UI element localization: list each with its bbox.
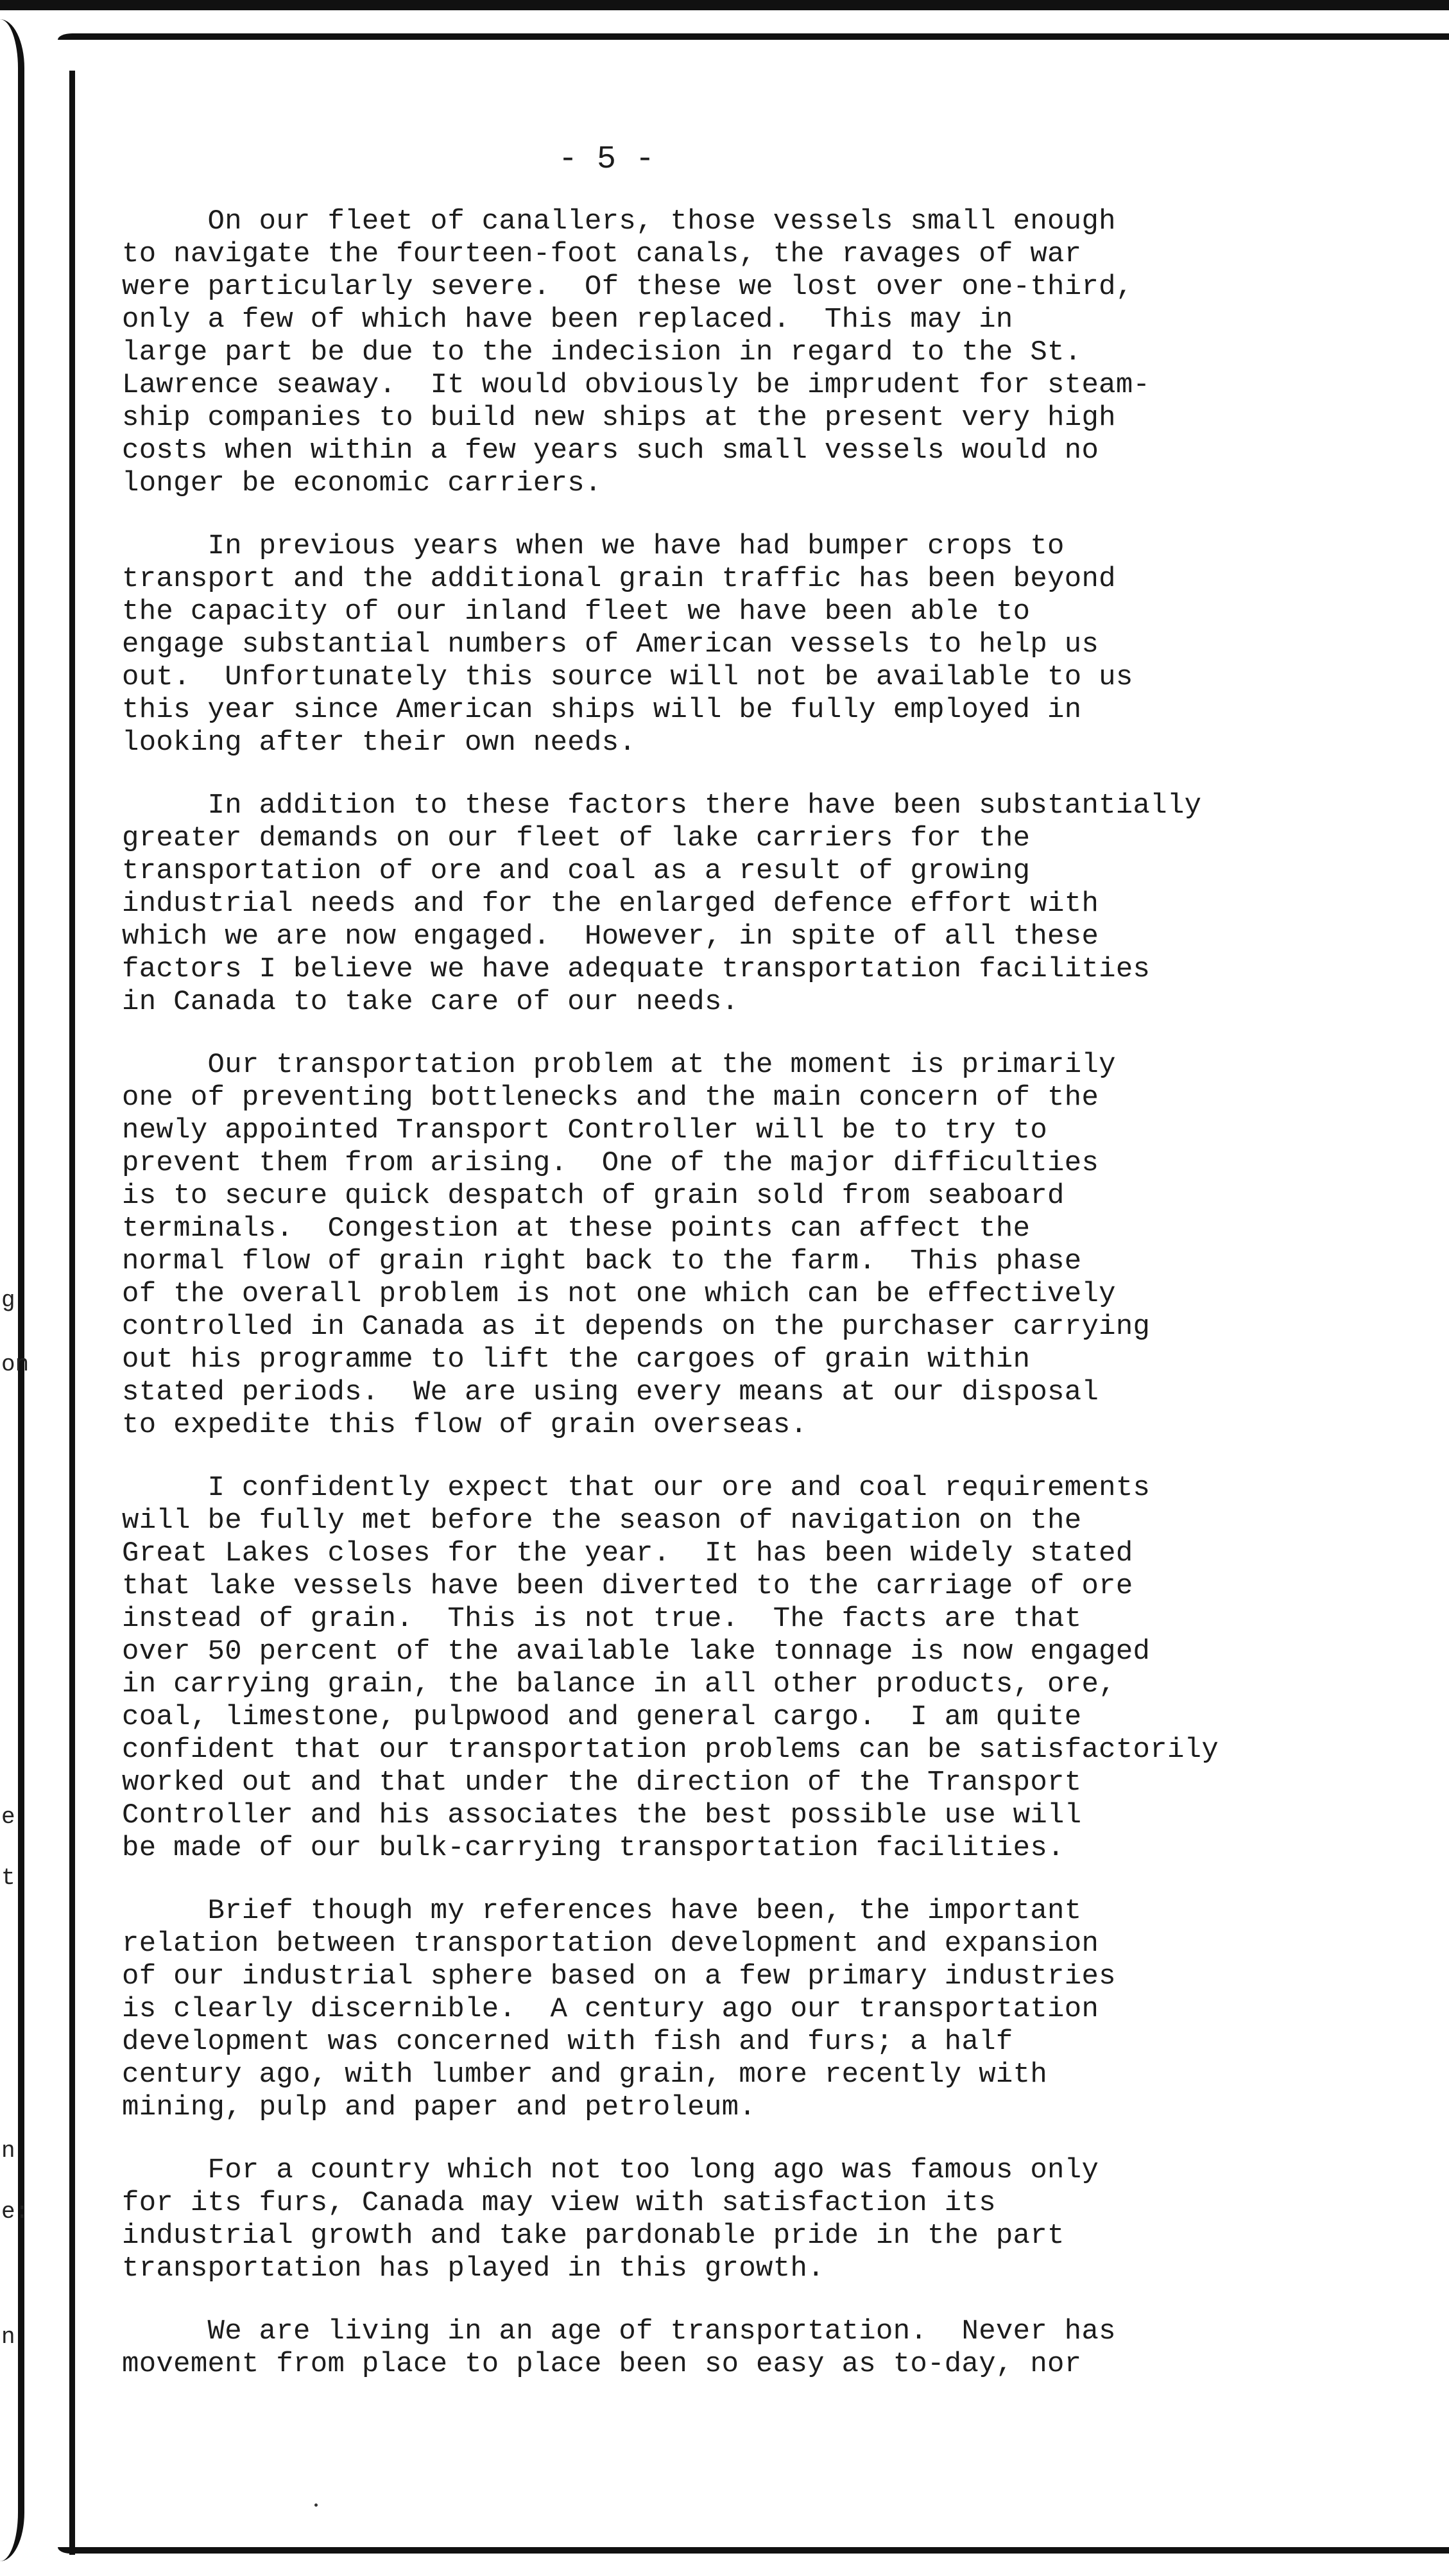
margin-fragment: e (1, 1804, 15, 1830)
text-line: is clearly discernible. A century ago our transportation (122, 1993, 1099, 2025)
text-line: movement from place to place been so easy as to-day, nor (122, 2348, 1082, 2380)
text-line: In previous years when we have had bumper crops to (122, 530, 1065, 562)
margin-fragment: n (1, 2138, 15, 2164)
text-line: this year since American ships will be fully employed in (122, 694, 1082, 726)
paragraph (122, 790, 1393, 1019)
text-line: over 50 percent of the available lake tonnage is now engaged (122, 1636, 1151, 1668)
margin-fragment: g (1, 1287, 15, 1313)
paragraph (122, 2154, 1393, 2285)
text-line: normal flow of grain right back to the farm. This phase (122, 1245, 1082, 1277)
text-line: transport and the additional grain traffic has been beyond (122, 563, 1116, 595)
text-line: newly appointed Transport Controller will be to try to (122, 1114, 1048, 1146)
text-line: terminals. Congestion at these points can affect the (122, 1213, 1031, 1245)
text-line: of the overall problem is not one which can be effectively (122, 1278, 1116, 1310)
text-line: one of preventing bottlenecks and the main concern of the (122, 1082, 1099, 1114)
text-line: Great Lakes closes for the year. It has been widely stated (122, 1537, 1133, 1569)
text-line: mining, pulp and paper and petroleum. (122, 2091, 757, 2123)
margin-fragment: on (1, 1351, 30, 1378)
margin-fragment: t (1, 1865, 15, 1891)
paragraph (122, 2315, 1393, 2381)
document-body (122, 205, 1393, 2411)
text-line: the capacity of our inland fleet we have been able to (122, 596, 1031, 628)
text-line: I confidently expect that our ore and coal requirements (122, 1472, 1151, 1504)
text-line: of our industrial sphere based on a few primary industries (122, 1960, 1116, 1993)
text-line: out. Unfortunately this source will not be available to us (122, 661, 1133, 693)
scan-speck (314, 2503, 318, 2507)
text-line: in carrying grain, the balance in all other products, ore, (122, 1668, 1116, 1700)
text-line: costs when within a few years such small vessels would no (122, 435, 1099, 467)
text-line: to expedite this flow of grain overseas. (122, 1409, 808, 1441)
text-line: century ago, with lumber and grain, more recently with (122, 2059, 1048, 2091)
text-line: confident that our transportation problems can be satisfactorily (122, 1734, 1219, 1766)
text-line: greater demands on our fleet of lake carriers for the (122, 822, 1031, 854)
text-line: transportation of ore and coal as a result of growing (122, 855, 1031, 887)
text-line: controlled in Canada as it depends on the purchaser carrying (122, 1311, 1151, 1343)
text-line: On our fleet of canallers, those vessels small enough (122, 205, 1116, 238)
paragraph (122, 1895, 1393, 2124)
text-line: stated periods. We are using every means at our disposal (122, 1376, 1099, 1408)
text-line: is to secure quick despatch of grain sold from seaboard (122, 1180, 1065, 1212)
page-border-left (69, 71, 75, 2555)
text-line: development was concerned with fish and furs; a half (122, 2026, 1013, 2058)
text-line: Our transportation problem at the moment is primarily (122, 1049, 1116, 1081)
text-line: factors I believe we have adequate transportation facilities (122, 953, 1151, 985)
paragraph (122, 1049, 1393, 1442)
text-line: only a few of which have been replaced. This may in (122, 304, 1013, 336)
text-line: looking after their own needs. (122, 727, 637, 759)
text-line: instead of grain. This is not true. The facts are that (122, 1603, 1082, 1635)
text-line: that lake vessels have been diverted to the carriage of ore (122, 1570, 1133, 1602)
text-line: for its furs, Canada may view with satisfaction its (122, 2187, 996, 2219)
text-line: industrial growth and take pardonable pride in the part (122, 2220, 1065, 2252)
scan-top-edge (0, 0, 1449, 10)
text-line: in Canada to take care of our needs. (122, 986, 739, 1018)
text-line: longer be economic carriers. (122, 467, 602, 499)
text-line: transportation has played in this growth. (122, 2252, 825, 2285)
text-line: industrial needs and for the enlarged defence effort with (122, 888, 1099, 920)
text-line: relation between transportation development and expansion (122, 1928, 1099, 1960)
text-line: large part be due to the indecision in regard to the St. (122, 336, 1082, 368)
margin-fragment: e: (1, 2199, 30, 2225)
text-line: Brief though my references have been, the important (122, 1895, 1082, 1927)
margin-fragment: n (1, 2324, 15, 2350)
text-line: were particularly severe. Of these we lost over one-third, (122, 271, 1133, 303)
text-line: engage substantial numbers of American vessels to help us (122, 628, 1099, 661)
text-line: out his programme to lift the cargoes of grain within (122, 1344, 1031, 1376)
text-line: worked out and that under the direction of the Transport (122, 1767, 1082, 1799)
paragraph (122, 530, 1393, 759)
paragraph (122, 1472, 1393, 1865)
text-line: We are living in an age of transportation. Never has (122, 2315, 1116, 2347)
page-border-bottom (58, 2547, 1449, 2554)
page-number: - 5 - (558, 141, 655, 178)
text-line: will be fully met before the season of navigation on the (122, 1505, 1082, 1537)
text-line: prevent them from arising. One of the major difficulties (122, 1147, 1099, 1179)
text-line: In addition to these factors there have been substantially (122, 790, 1202, 822)
text-line: For a country which not too long ago was famous only (122, 2154, 1099, 2186)
text-line: coal, limestone, pulpwood and general cargo. I am quite (122, 1701, 1082, 1733)
text-line: Controller and his associates the best possible use will (122, 1799, 1082, 1831)
text-line: be made of our bulk-carrying transportation facilities. (122, 1832, 1065, 1864)
text-line: to navigate the fourteen-foot canals, the ravages of war (122, 238, 1082, 270)
page-border-top (58, 33, 1449, 40)
text-line: which we are now engaged. However, in spite of all these (122, 921, 1099, 953)
text-line: Lawrence seaway. It would obviously be imprudent for steam- (122, 369, 1151, 401)
paragraph (122, 205, 1393, 500)
text-line: ship companies to build new ships at the present very high (122, 402, 1116, 434)
